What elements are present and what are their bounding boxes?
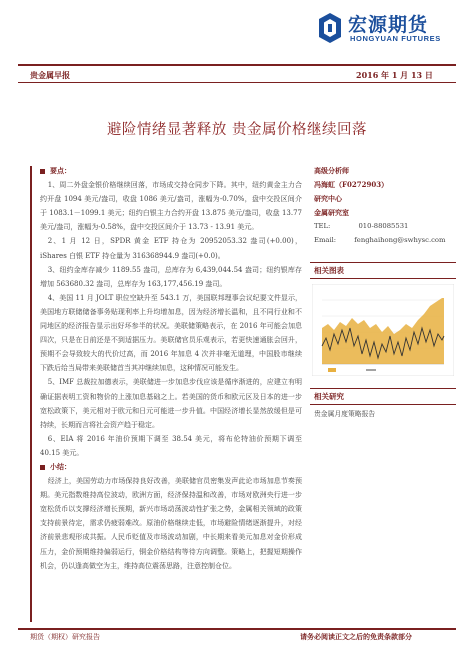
analyst-title: 高级分析师 [314, 166, 349, 175]
footer-disclaimer: 请务必阅读正文之后的免责条款部分 [300, 632, 412, 641]
related-research-heading: 相关研究 [314, 392, 344, 401]
research-section-rule [310, 388, 456, 389]
related-chart [312, 284, 454, 376]
legend-gold-swatch [328, 368, 336, 372]
key-point-1: 1、周二外盘金银价格继续回落，市场成交持仓同步下降。其中，纽约黄金主力合约开盘 1094 美元/盎司，收盘 1086 美元/盎司，涨幅为-0.70%，盘中交投区间介于 1083.1－1099.1 美元；纽约白银主力合约开盘 13.875 美元/盎司，收盘 13.77 美元/盎司，涨幅为-0.58%，盘中交投区间介于 13.73 - 13.91 美元。 [40, 181, 302, 232]
body-left-rule [30, 166, 32, 622]
footer-report-type: 期货（期权）研究报告 [30, 633, 100, 641]
related-research-item[interactable]: 贵金属月度策略报告 [314, 410, 376, 418]
chart-section-rule [310, 262, 456, 263]
report-type: 贵金属早报 [30, 70, 70, 80]
dept-metals: 金属研究室 [314, 208, 349, 217]
key-point-4: 4、美国 11 月 JOLT 职位空缺升至 543.1 万，美国联邦理事会议纪要文件显示，美国地方联储储备事务贴现利率上升均增加息，因为经济增长温和，且不同行业和不同地区的经济报告显示出好坏参半的状况。美联储策略表示，在 2016 年可能会加息四次，只是在日前还是不到适据压力。美联储官员乐观表示，若更快速通胀会回升，预期不会导致较大的代价过高，而 2016 年加息 4 次并非毫无道理，中国股市继续下跌后给当局带来美联储首当其冲继续加息，这种情况可能发生。 [40, 293, 302, 373]
footer-rule [18, 628, 456, 630]
key-point-2: 2、1 月 12 日，SPDR 黄金 ETF 持仓为 20952053.32 盎司(+0.00)，iShares 白银 ETF 持仓量为 316368944.9 盎司(+0.0)。 [40, 237, 302, 260]
summary-heading: 小结： [40, 460, 302, 474]
key-points-heading: 要点： [40, 164, 302, 178]
main-column [40, 164, 302, 573]
brand-logo-icon [318, 12, 342, 44]
key-point-3: 3、纽约金库存减少 1189.55 盎司，总库存为 6,439,044.54 盎司；纽约银库存增加 563680.32 盎司，总库存为 163,177,456.19 盎司。 [40, 265, 302, 288]
header-rule-thin [18, 82, 456, 83]
page-title: 避险情绪显著释放 贵金属价格继续回落 [106, 122, 368, 138]
analyst-phone: TEL: 010-88085531 [314, 222, 409, 230]
chart-section-rule-bottom [310, 278, 456, 279]
key-point-6: 6、EIA 将 2016 年油价预期下调至 38.54 美元，将布伦特油价预期下调至 40.15 美元。 [40, 434, 302, 457]
square-bullet-icon [40, 465, 45, 470]
analyst-name: 冯海虹（F0272903） [314, 180, 389, 189]
analyst-email[interactable]: Email: fenghaihong@swhysc.com [314, 236, 446, 244]
dept-research-center: 研究中心 [314, 194, 342, 203]
square-bullet-icon [40, 169, 45, 174]
summary-text: 经济上，美国劳动力市场保持良好改善，美联储官员密集发声此论市场加息节奏预期。美元指数维持高位波动，欧洲方面，经济保持温和改善，市场对欧洲央行进一步宽松货币以支撑经济增长预期，新兴市场动荡波动性扩张之势，金属相关领域的政策支持前景待定，需求仍疲弱难改。原油价格继续走低，市场避险情绪逐渐提升，对经济前景悲观形成共振。人民币贬值及市场波动加剧，中长期来看美元加息对金价形成压力，金价预期维持偏弱运行，铜金价格结构等待方向调整。策略上，把握短期操作机会，仍以逢高做空为主，维持高位震荡思路，注意控制仓位。 [40, 477, 302, 570]
brand-name-en: HONGYUAN FUTURES [350, 34, 441, 43]
header-rule [18, 64, 456, 66]
brand-name: 宏源期货 [348, 14, 429, 36]
related-charts-heading: 相关图表 [314, 266, 344, 275]
key-point-5: 5、IMF 总裁拉加德表示，美联储进一步加息步伐应该是循序渐进的，应建立有明确证据表明工资和物价的上涨加息基础之上。若美国的货币和欧元区及日本的进一步宽松政策下，美元相对于欧元和日元可能进一步升值。中国经济增长显然放缓但是可持续，长期而言将社会资产趋于稳定。 [40, 378, 302, 429]
report-date: 2016 年 1 月 13 日 [356, 70, 433, 80]
research-section-rule-bottom [310, 404, 456, 405]
